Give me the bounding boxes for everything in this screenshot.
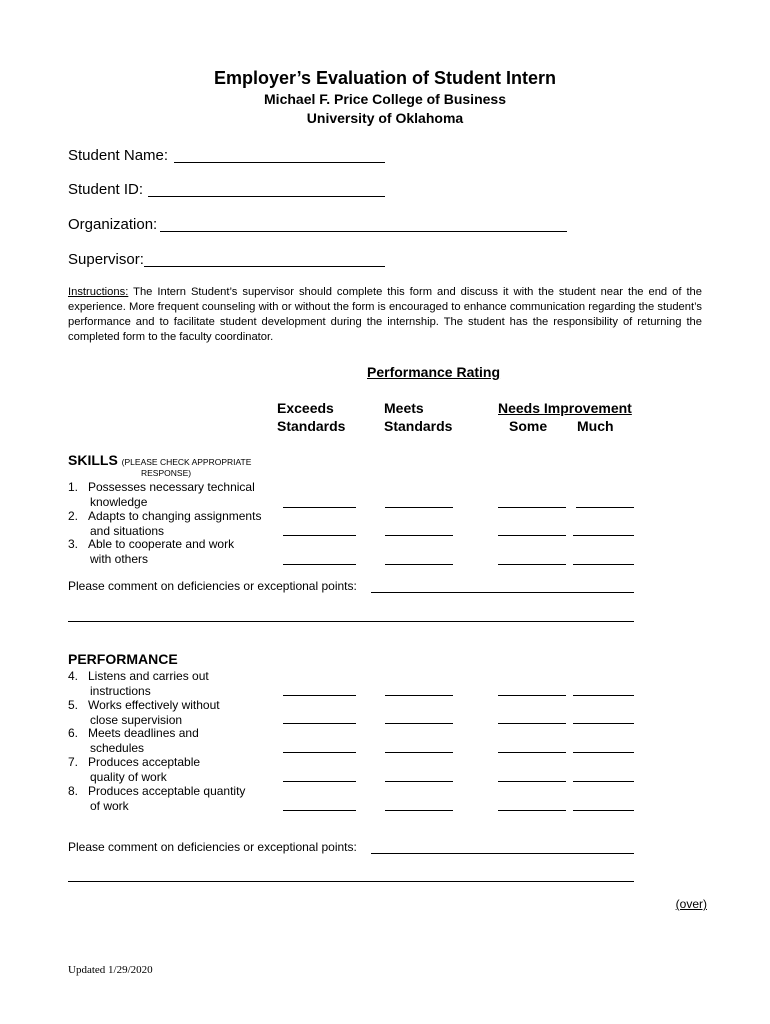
perf-4-much-blank[interactable] bbox=[573, 695, 634, 696]
perf-6-exceeds-blank[interactable] bbox=[283, 752, 356, 753]
supervisor-label: Supervisor: bbox=[68, 251, 144, 268]
skills-note: (PLEASE CHECK APPROPRIATE bbox=[121, 457, 252, 467]
performance-comment-label: Please comment on deficiencies or exceptional points: bbox=[68, 840, 357, 854]
student-name-label: Student Name: bbox=[68, 147, 169, 164]
skills-note-response: RESPONSE) bbox=[141, 468, 192, 478]
skills-title: SKILLS bbox=[68, 452, 118, 468]
needs-improvement-header: Needs Improvement bbox=[498, 400, 632, 416]
over-note: (over) bbox=[675, 897, 707, 911]
student-id-field[interactable] bbox=[148, 196, 385, 197]
perf-7-much-blank[interactable] bbox=[573, 781, 634, 782]
skill-2-much-blank[interactable] bbox=[573, 535, 634, 536]
student-id-label: Student ID: bbox=[68, 181, 144, 198]
organization-label: Organization: bbox=[68, 216, 158, 233]
perf-4-meets-blank[interactable] bbox=[385, 695, 453, 696]
perf-7-exceeds-blank[interactable] bbox=[283, 781, 356, 782]
much-header: Much bbox=[577, 418, 614, 434]
performance-heading: PERFORMANCE bbox=[68, 651, 178, 667]
skill-3-exceeds-blank[interactable] bbox=[283, 564, 356, 565]
organization-field[interactable] bbox=[160, 231, 567, 232]
form-title: Employer’s Evaluation of Student Intern bbox=[213, 68, 557, 88]
updated-date: Updated 1/29/2020 bbox=[68, 964, 153, 976]
skill-3-some-blank[interactable] bbox=[498, 564, 566, 565]
exceeds-standards-header bbox=[277, 399, 345, 435]
meets-label: Meets bbox=[384, 400, 424, 416]
perf-4-some-blank[interactable] bbox=[498, 695, 566, 696]
performance-item-5: 5. Works effectively without close supervision bbox=[68, 698, 220, 727]
perf-6-some-blank[interactable] bbox=[498, 752, 566, 753]
skill-3-meets-blank[interactable] bbox=[385, 564, 453, 565]
perf-5-exceeds-blank[interactable] bbox=[283, 723, 356, 724]
skill-2-some-blank[interactable] bbox=[498, 535, 566, 536]
perf-5-meets-blank[interactable] bbox=[385, 723, 453, 724]
perf-8-meets-blank[interactable] bbox=[385, 810, 453, 811]
instructions bbox=[68, 285, 702, 345]
performance-comment-field[interactable] bbox=[371, 853, 634, 854]
student-name-field[interactable] bbox=[174, 162, 385, 163]
skill-item-3: 3. Able to cooperate and work with others bbox=[68, 537, 235, 566]
supervisor-field[interactable] bbox=[144, 266, 385, 267]
meets-standards-header bbox=[384, 399, 452, 435]
perf-7-meets-blank[interactable] bbox=[385, 781, 453, 782]
skill-item-2: 2. Adapts to changing assignments and situations bbox=[68, 509, 262, 538]
college-name: Michael F. Price College of Business bbox=[264, 91, 506, 107]
perf-8-much-blank[interactable] bbox=[573, 810, 634, 811]
perf-4-exceeds-blank[interactable] bbox=[283, 695, 356, 696]
perf-5-much-blank[interactable] bbox=[573, 723, 634, 724]
skill-1-some-blank[interactable] bbox=[498, 507, 566, 508]
skill-3-much-blank[interactable] bbox=[573, 564, 634, 565]
performance-item-6: 6. Meets deadlines and schedules bbox=[68, 726, 199, 755]
performance-item-8: 8. Produces acceptable quantity of work bbox=[68, 784, 246, 813]
instructions-text: The Intern Student’s supervisor should complete this form and discuss it with the student near the end of the experience. More frequent counseling with or without the form is encouraged to enhance communication regarding the student’s performance and to facilitate student development during the internship. The student has the responsibility of returning the completed form to the faculty coordinator. bbox=[68, 286, 702, 343]
exceeds-label: Exceeds bbox=[277, 400, 334, 416]
skill-2-meets-blank[interactable] bbox=[385, 535, 453, 536]
perf-7-some-blank[interactable] bbox=[498, 781, 566, 782]
perf-5-some-blank[interactable] bbox=[498, 723, 566, 724]
skills-comment-field[interactable] bbox=[371, 592, 634, 593]
meets-standards-label: Standards bbox=[384, 418, 453, 434]
perf-6-much-blank[interactable] bbox=[573, 752, 634, 753]
performance-rating-title: Performance Rating bbox=[367, 364, 501, 380]
skills-heading bbox=[68, 452, 251, 468]
some-header: Some bbox=[509, 418, 548, 434]
skill-1-much-blank[interactable] bbox=[576, 507, 634, 508]
skill-1-exceeds-blank[interactable] bbox=[283, 507, 356, 508]
performance-comment-field-2[interactable] bbox=[68, 881, 634, 882]
instructions-label: Instructions: bbox=[68, 286, 129, 298]
performance-item-4: 4. Listens and carries out instructions bbox=[68, 669, 209, 698]
perf-8-some-blank[interactable] bbox=[498, 810, 566, 811]
skill-2-exceeds-blank[interactable] bbox=[283, 535, 356, 536]
university-name: University of Oklahoma bbox=[306, 110, 464, 126]
skill-1-meets-blank[interactable] bbox=[385, 507, 453, 508]
perf-6-meets-blank[interactable] bbox=[385, 752, 453, 753]
skills-comment-label: Please comment on deficiencies or exceptional points: bbox=[68, 579, 357, 593]
skills-comment-field-2[interactable] bbox=[68, 621, 634, 622]
exceeds-standards-label: Standards bbox=[277, 418, 346, 434]
perf-8-exceeds-blank[interactable] bbox=[283, 810, 356, 811]
performance-item-7: 7. Produces acceptable quality of work bbox=[68, 755, 201, 784]
skill-item-1: 1. Possesses necessary technical knowledge bbox=[68, 480, 255, 509]
